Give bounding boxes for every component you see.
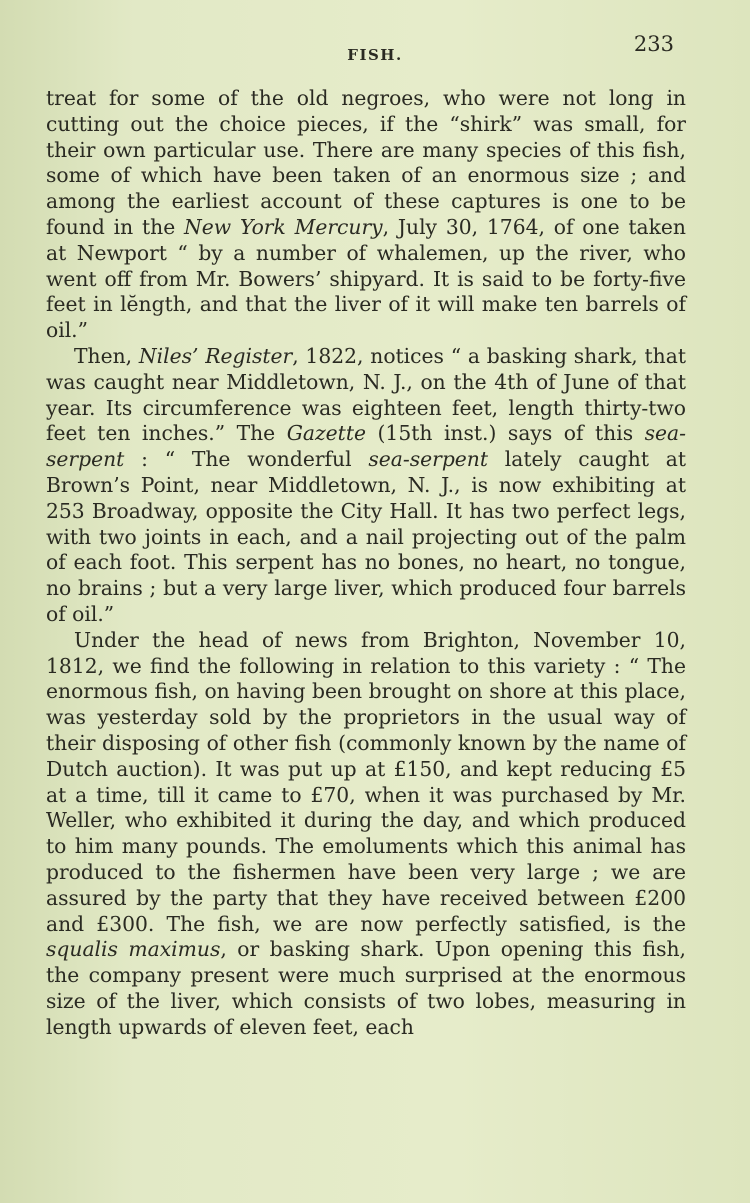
running-head: FISH. — [347, 46, 403, 64]
italic-term: sea-serpent — [368, 447, 489, 472]
text-segment: (15th inst.) says of this — [366, 421, 645, 446]
italic-title: New York Mercury — [184, 214, 383, 239]
body-text — [46, 86, 686, 1040]
text-segment: lately caught at Brown’s Point, near Middletown, N. J., is now exhibiting at 253 Broadway, opposite the City Hall. It has two perfect legs, with two joints in each, and a nail projecting out of the palm of each foot. This serpent has no bones, no heart, no tongue, no brains ; but a very large liver, which produced four barrels of oil.” — [46, 447, 686, 626]
italic-term: sea-serpent — [46, 421, 686, 472]
paragraph-2 — [46, 344, 686, 628]
paragraph-3 — [46, 628, 686, 1041]
text-segment: Then, — [74, 343, 139, 368]
italic-term: squalis maximus — [46, 937, 221, 962]
page-number: 233 — [633, 32, 674, 56]
text-segment: , 1822, notices “ a basking shark, that was caught near Middletown, N. J., on the 4th of June of that year. Its circumference was eighteen feet, length thirty-two feet ten inches.” The — [46, 343, 686, 446]
text-segment: : “ The wonderful — [124, 447, 369, 472]
text-segment: Under the head of news from Brighton, November 10, 1812, we find the following in relation to this variety : “ The enormous fish, on having been brought on shore at this place, was yesterday sold by the proprietors in the usual way of their disposing of other fish (commonly known by the name of Dutch auction). It was put up at £150, and kept reducing £5 at a time, till it came to £70, when it was purchased by Mr. Weller, who exhibited it during the day, and which produced to him many pounds. The emoluments which this animal has produced to the fishermen have been very large ; we are assured by the party that they have received between £200 and £300. The fish, we are now perfectly satisfied, is the — [46, 627, 686, 936]
italic-title: Gazette — [286, 421, 366, 446]
text-segment: , July 30, 1764, of one taken at Newport “ by a number of whalemen, up the river, who went off from Mr. Bowers’ shipyard. It is said to be forty-five feet in lĕngth, and that the liver of it will make ten barrels of oil.” — [46, 214, 686, 343]
paragraph-1 — [46, 86, 686, 344]
text-segment: treat for some of the old negroes, who were not long in cutting out the choice pieces, if the “shirk” was small, for their own particular use. There are many species of this fish, some of which have been taken of an enormous size ; and among the earliest account of these captures is one to be found in the — [46, 86, 686, 239]
italic-title: Niles’ Register — [138, 343, 293, 368]
text-segment: , or basking shark. Upon opening this fish, the company present were much surprised at the enormous size of the liver, which consists of two lobes, measuring in length upwards of eleven feet, each — [46, 937, 687, 1039]
